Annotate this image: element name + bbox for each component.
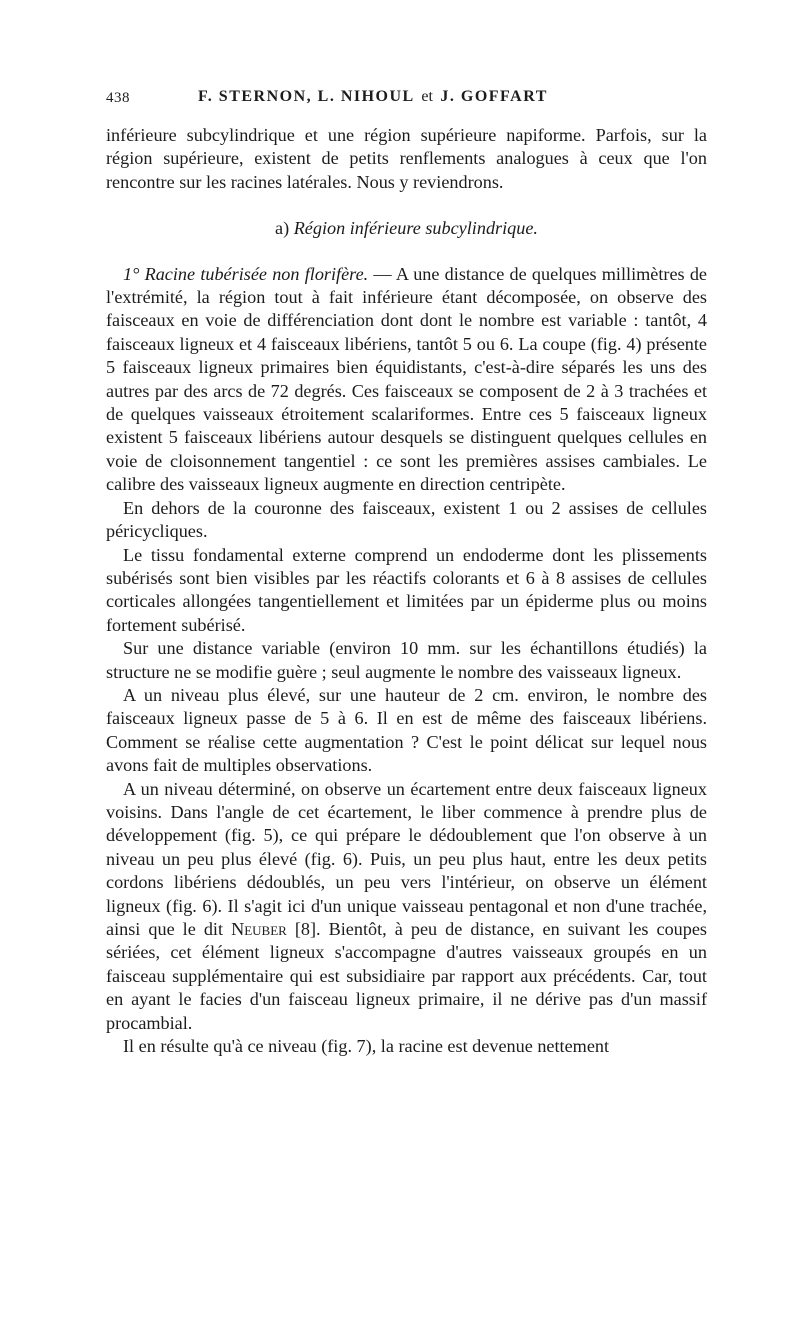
author-goffart: J. GOFFART xyxy=(440,88,548,105)
page-number: 438 xyxy=(106,90,130,106)
running-head-authors xyxy=(198,88,548,106)
subsection-heading: 1° Racine tubérisée non florifère. xyxy=(123,263,369,284)
paragraph-distance-variable: Sur une distance variable (environ 10 mm. sur les échantillons étudiés) la structure ne se modifie guère ; seul augmente le nombre des vaisseaux ligneux. xyxy=(106,638,707,682)
paragraph-niveau-determine xyxy=(106,778,707,1035)
paragraph-racine-tuberisee xyxy=(106,263,707,497)
reference-author: Neuber xyxy=(231,919,287,939)
paragraph-pericycle: En dehors de la couronne des faisceaux, existent 1 ou 2 assises de cellules péricycliques. xyxy=(106,497,707,542)
section-title: Région inférieure subcylindrique. xyxy=(293,218,538,239)
section-heading xyxy=(106,217,707,240)
paragraph-text: [8]. Bientôt, à peu de distance, en suivant les coupes sériées, cet élément ligneux s'accompagne d'autres vaisseaux groupés en un faisceau supplémentaire qui est subsidiaire par rapport aux précédents. Car, tout en ayant le facies d'un faisceau ligneux primaire, il ne dérive pas d'un massif procambial. xyxy=(106,919,707,1033)
paragraph-text: A un niveau déterminé, on observe un écartement entre deux faisceaux ligneux voisins. Dans l'angle de cet écartement, le liber commence à prendre plus de développement (fig. 5), ce qui prépare le dédoublement que l'on observe à un niveau un peu plus élevé (fig. 6). Puis, un peu plus haut, entre les deux petits cordons libériens dédoublés, un peu vers l'intérieur, on observe un élément ligneux (fig. 6). Il s'agit ici d'un unique vaisseau pentagonal et non d'une trachée, ainsi que le dit xyxy=(106,778,707,939)
section-letter: a) xyxy=(275,218,290,239)
running-header xyxy=(106,88,706,112)
body-text xyxy=(106,124,707,1058)
author-conjunction: et xyxy=(421,88,433,105)
paragraph-text: — A une distance de quelques millimètres de l'extrémité, la région tout à fait inférieure étant décomposée, on observe des faisceaux en voie de différenciation dont dont le nombre est variable : tantôt, 4 faisceaux ligneux et 4 faisceaux libériens, tantôt 5 ou 6. La coupe (fig. 4) présente 5 faisceaux ligneux primaires bien équidistants, c'est-à-dire séparés les uns des autres par des arcs de 72 degrés. Ces faisceaux se composent de 2 à 3 trachées et de quelques vaisseaux étroitement scalariformes. Entre ces 5 faisceaux ligneux existent 5 faisceaux libériens autour desquels se distinguent quelques cellules en voie de cloisonnement tangentiel : ce sont les premières assises cambiales. Le calibre des vaisseaux ligneux augmente en direction centripète. xyxy=(106,263,707,495)
author-sternon: F. STERNON, xyxy=(198,88,313,105)
paragraph-resulte: Il en résulte qu'à ce niveau (fig. 7), la racine est devenue nettement xyxy=(123,1036,610,1057)
paragraph-continued: inférieure subcylindrique et une région supérieure napiforme. Parfois, sur la région supérieure, existent de petits renflements analogues à ceux que l'on rencontre sur les racines latérales. Nous y reviendrons. xyxy=(106,125,707,192)
paragraph-niveau-eleve: A un niveau plus élevé, sur une hauteur de 2 cm. environ, le nombre des faisceaux ligneux passe de 5 à 6. Il en est de même des faisceaux libériens. Comment se réalise cette augmentation ? C'est le point délicat sur lequel nous avons fait de multiples observations. xyxy=(106,684,707,776)
author-nihoul: L. NIHOUL xyxy=(317,88,414,105)
paragraph-tissu-fondamental: Le tissu fondamental externe comprend un endoderme dont les plissements subérisés sont bien visibles par les réactifs colorants et 6 à 8 assises de cellules corticales allongées tangentiellement et limitées par un épiderme plus ou moins fortement subérisé. xyxy=(106,544,707,635)
